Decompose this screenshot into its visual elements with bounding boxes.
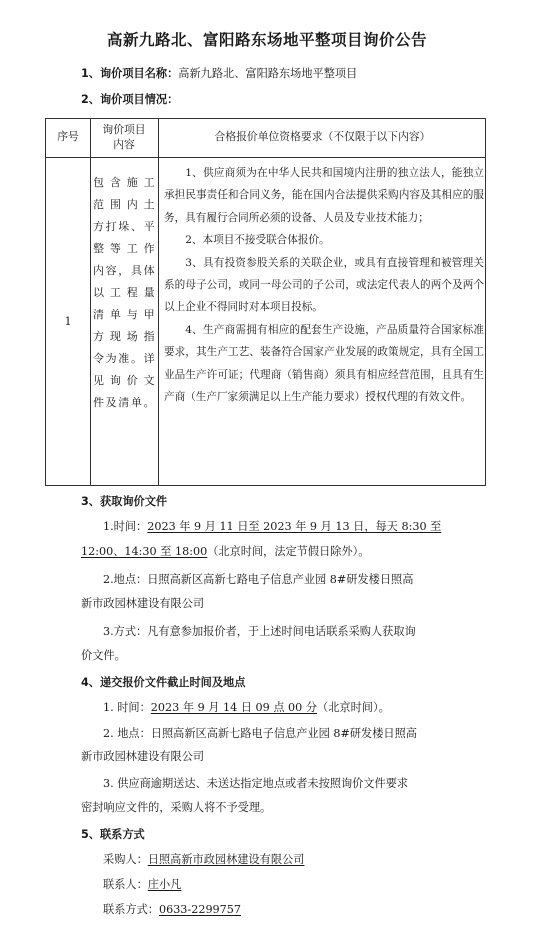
content-line: 以工程量 — [93, 286, 155, 299]
project-info-heading: 2、询价项目情况： — [81, 93, 179, 106]
header-no: 序号 — [57, 130, 79, 143]
contact-person-value: 庄小凡 — [147, 878, 182, 891]
content-line: 件及清单。 — [93, 396, 155, 409]
phone-value: 0633-2299757 — [158, 903, 242, 916]
requirement-item: 2、本项目不接受联合体报价。 — [185, 234, 330, 247]
buyer-row — [103, 853, 304, 867]
contact-person-row — [103, 878, 181, 892]
obtain-place-line1: 2.地点：日照高新区高新七路电子信息产业园 8#研发楼日照高 — [103, 573, 414, 586]
contact-person-label: 联系人： — [103, 878, 148, 891]
obtain-place-line2: 新市政园林建设有限公司 — [81, 597, 205, 610]
content-line: 见询价文 — [93, 374, 155, 387]
deadline-time-label: 1. 时间： — [103, 701, 151, 714]
deadline-time-note: （北京时间）。 — [317, 701, 390, 714]
content-line: 包含施工 — [93, 176, 155, 189]
obtain-method-line2: 价文件。 — [81, 649, 126, 662]
content-line: 方打垛、平 — [93, 220, 155, 233]
deadline-note-line1: 3. 供应商逾期送达、未送达指定地点或者未按照询价文件要求 — [103, 777, 409, 790]
deadline-time-value: 2023 年 9 月 14 日 09 点 00 分 — [150, 701, 318, 714]
buyer-value: 日照高新市政园林建设有限公司 — [147, 853, 305, 866]
header-content-line1: 询价项目 — [102, 123, 146, 136]
requirements-table — [45, 118, 486, 486]
row-requirements — [164, 162, 484, 408]
phone-label: 联系方式： — [103, 903, 159, 916]
obtain-time-value: 2023 年 9 月 11 日至 2023 年 9 月 13 日，每天 8:30 至 — [147, 520, 442, 533]
contact-heading: 5、联系方式 — [81, 828, 145, 841]
deadline-time — [103, 701, 390, 715]
content-line: 内容，具体 — [93, 264, 155, 277]
content-line: 方现场指 — [93, 330, 155, 343]
obtain-docs-heading: 3、获取询价文件 — [81, 495, 168, 508]
project-name-value: 高新九路北、富阳路东场地平整项目 — [178, 67, 358, 80]
content-line: 清单与甲 — [93, 308, 155, 321]
content-line: 范围内土 — [93, 198, 155, 211]
project-name-heading: 1、询价项目名称： — [81, 67, 179, 80]
obtain-method-line1: 3.方式：凡有意参加报价者，于上述时间电话联系采购人获取询 — [103, 625, 416, 638]
row-no: 1 — [64, 315, 72, 328]
row-content — [93, 172, 155, 414]
content-line: 整等工作 — [93, 242, 155, 255]
obtain-time-line1 — [103, 520, 441, 534]
page-title: 高新九路北、富阳路东场地平整项目询价公告 — [106, 31, 427, 49]
header-content-line2: 内容 — [113, 138, 135, 151]
obtain-time-line2 — [81, 545, 369, 559]
project-name-row — [81, 67, 357, 81]
requirement-item: 4、生产商需拥有相应的配套生产设施，产品质量符合国家标准要求，其生产工艺、装备符合国家产业发展的政策规定，具有全国工业品生产许可证；代理商（销售商）须具有相应经营范围，且具有生产商（生产厂家须满足以上生产能力要求）授权代理的有效文件。 — [164, 323, 484, 404]
buyer-label: 采购人： — [103, 853, 148, 866]
deadline-note-line2: 密封响应文件的，采购人将不予受理。 — [81, 801, 272, 814]
obtain-time-value-cont: 12:00、14:30 至 18:00 — [81, 545, 208, 558]
deadline-place-line2: 新市政园林建设有限公司 — [81, 750, 205, 763]
obtain-time-note: （北京时间，法定节假日除外）。 — [207, 545, 370, 558]
obtain-time-label: 1.时间： — [103, 520, 148, 533]
phone-row — [103, 903, 241, 917]
requirement-item: 1、供应商须为在中华人民共和国境内注册的独立法人，能独立承担民事责任和合同义务，能在国内合法提供采购内容及其相应的服务，具有履行合同所必须的设备、人员及专业技术能力； — [164, 167, 484, 224]
requirement-item: 3、具有投资参股关系的关联企业，或具有直接管理和被管理关系的母子公司，或同一母公司的子公司，或法定代表人的两个及两个以上企业不得同时对本项目投标。 — [164, 256, 484, 314]
content-line: 令为准。详 — [93, 352, 155, 365]
header-requirements: 合格报价单位资格要求（不仅限于以下内容） — [214, 130, 431, 143]
deadline-heading: 4、递交报价文件截止时间及地点 — [81, 676, 246, 689]
deadline-place-line1: 2. 地点：日照高新区高新七路电子信息产业园 8#研发楼日照高 — [103, 727, 417, 740]
